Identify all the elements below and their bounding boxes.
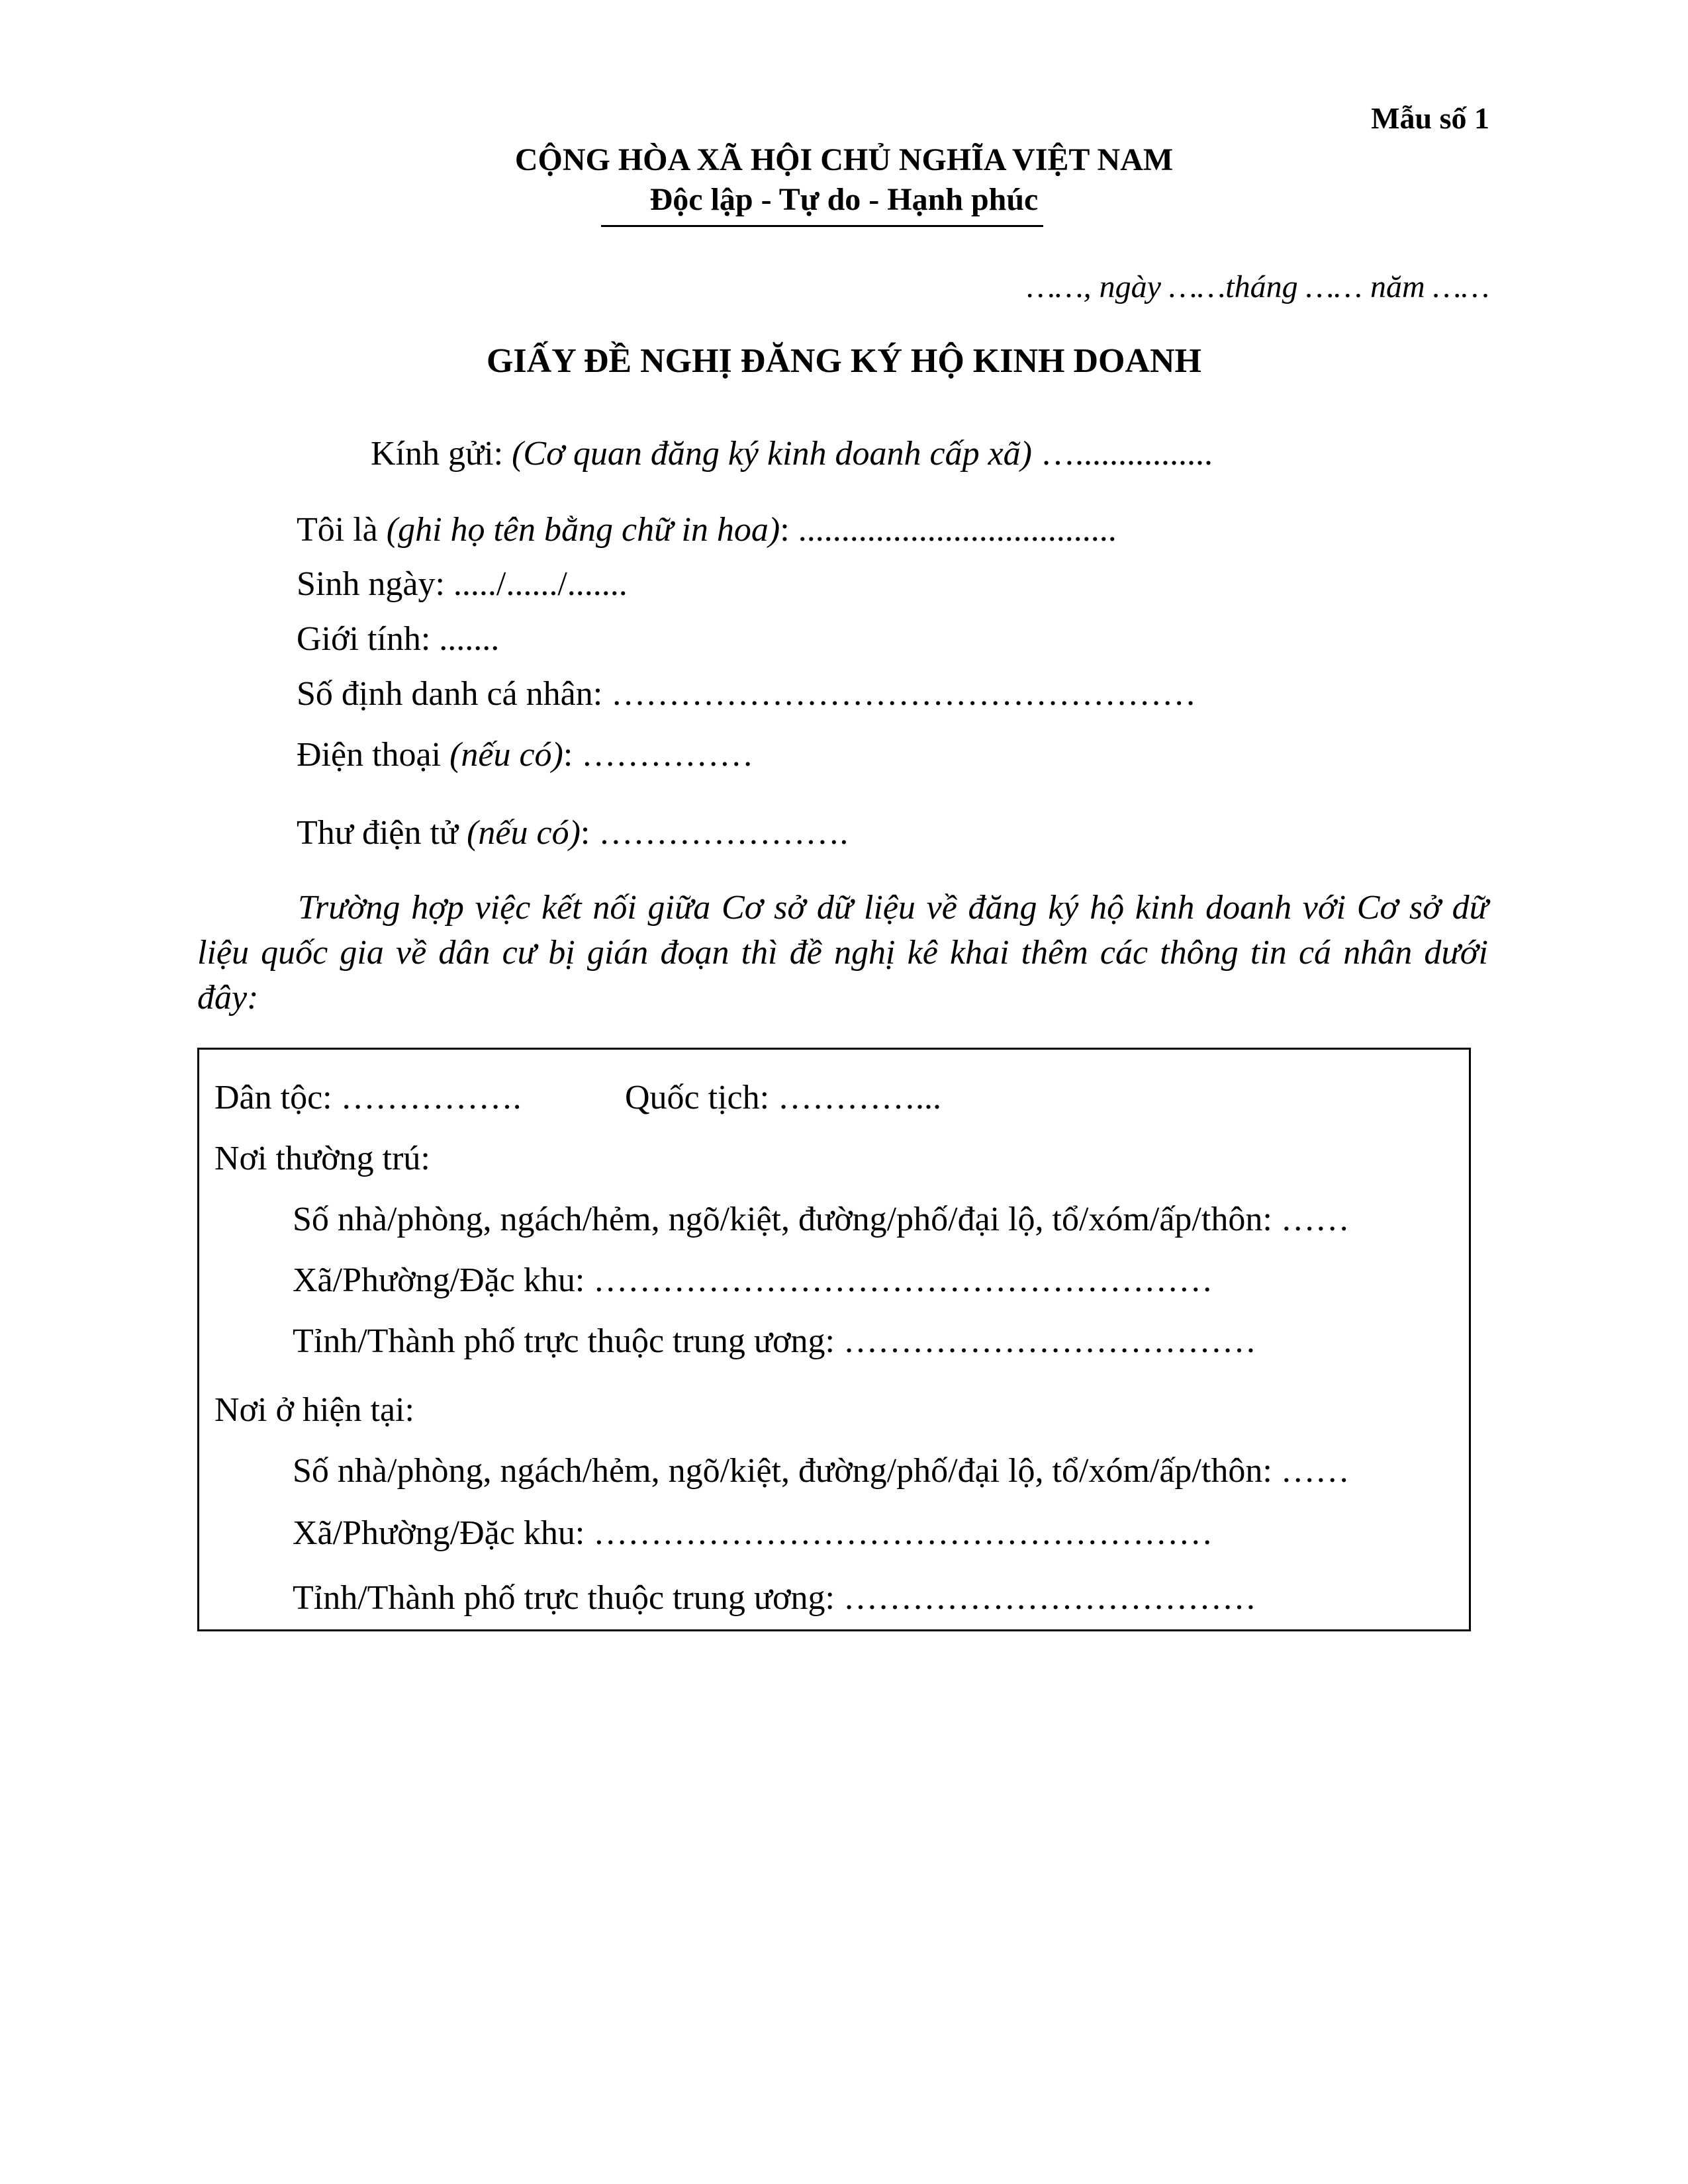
name-field: [297, 513, 1117, 547]
permanent-street-field: Số nhà/phòng, ngách/hẻm, ngõ/kiệt, đường/phố/đại lộ, tổ/xóm/ấp/thôn: ……: [293, 1201, 1350, 1238]
email-dots: : ………………….: [580, 814, 849, 852]
recipient-label: Kính gửi:: [371, 435, 512, 473]
permanent-ward-field: Xã/Phường/Đặc khu: ………………………………………………: [293, 1261, 1213, 1299]
current-street-field: Số nhà/phòng, ngách/hẻm, ngõ/kiệt, đường/phố/đại lộ, tổ/xóm/ấp/thôn: ……: [293, 1452, 1350, 1490]
nation-heading: CỘNG HÒA XÃ HỘI CHỦ NGHĨA VIỆT NAM: [514, 142, 1174, 177]
notice-paragraph: Trường hợp việc kết nối giữa Cơ sở dữ liệu về đăng ký hộ kinh doanh với Cơ sở dữ liệu quốc gia về dân cư bị gián đoạn thì đề nghị kê khai thêm các thông tin cá nhân dưới đây:: [197, 889, 1488, 1017]
motto: Độc lập - Tự do - Hạnh phúc: [649, 182, 1039, 217]
ethnicity-field: Dân tộc: …………….: [214, 1079, 522, 1116]
date-line: ……, ngày ……tháng …… năm ……: [1027, 269, 1489, 304]
current-province-field: Tỉnh/Thành phố trực thuộc trung ương: ………………………………: [293, 1579, 1256, 1617]
document-title: GIẤY ĐỀ NGHỊ ĐĂNG KÝ HỘ KINH DOANH: [486, 342, 1201, 380]
gender-field: Giới tính: .......: [297, 620, 500, 658]
recipient-note: (Cơ quan đăng ký kinh doanh cấp xã): [512, 435, 1032, 473]
email-note: (nếu có): [467, 814, 581, 852]
permanent-province-field: Tỉnh/Thành phố trực thuộc trung ương: ………………………………: [293, 1322, 1256, 1360]
email-field: [297, 816, 848, 850]
name-dots: : .....................................: [780, 511, 1117, 549]
current-residence-label: Nơi ở hiện tại:: [214, 1391, 414, 1429]
phone-field: [297, 738, 753, 772]
additional-info-box: [197, 1048, 1471, 1631]
recipient-dots: …................: [1032, 435, 1213, 473]
phone-dots: : ……………: [563, 736, 754, 774]
name-label: Tôi là: [297, 511, 387, 549]
nationality-field: Quốc tịch: …………...: [625, 1079, 942, 1116]
phone-label: Điện thoại: [297, 736, 450, 774]
email-label: Thư điện tử: [297, 814, 467, 852]
form-number: Mẫu số 1: [1371, 101, 1489, 135]
dob-field: Sinh ngày: ...../....../.......: [297, 565, 628, 603]
current-ward-field: Xã/Phường/Đặc khu: ………………………………………………: [293, 1514, 1213, 1552]
recipient-line: [371, 437, 1213, 471]
motto-underline: [601, 225, 1043, 227]
personal-id-field: Số định danh cá nhân: ……………………………………………: [297, 675, 1197, 713]
name-note: (ghi họ tên bằng chữ in hoa): [386, 511, 780, 549]
phone-note: (nếu có): [449, 736, 563, 774]
permanent-residence-label: Nơi thường trú:: [214, 1140, 430, 1177]
